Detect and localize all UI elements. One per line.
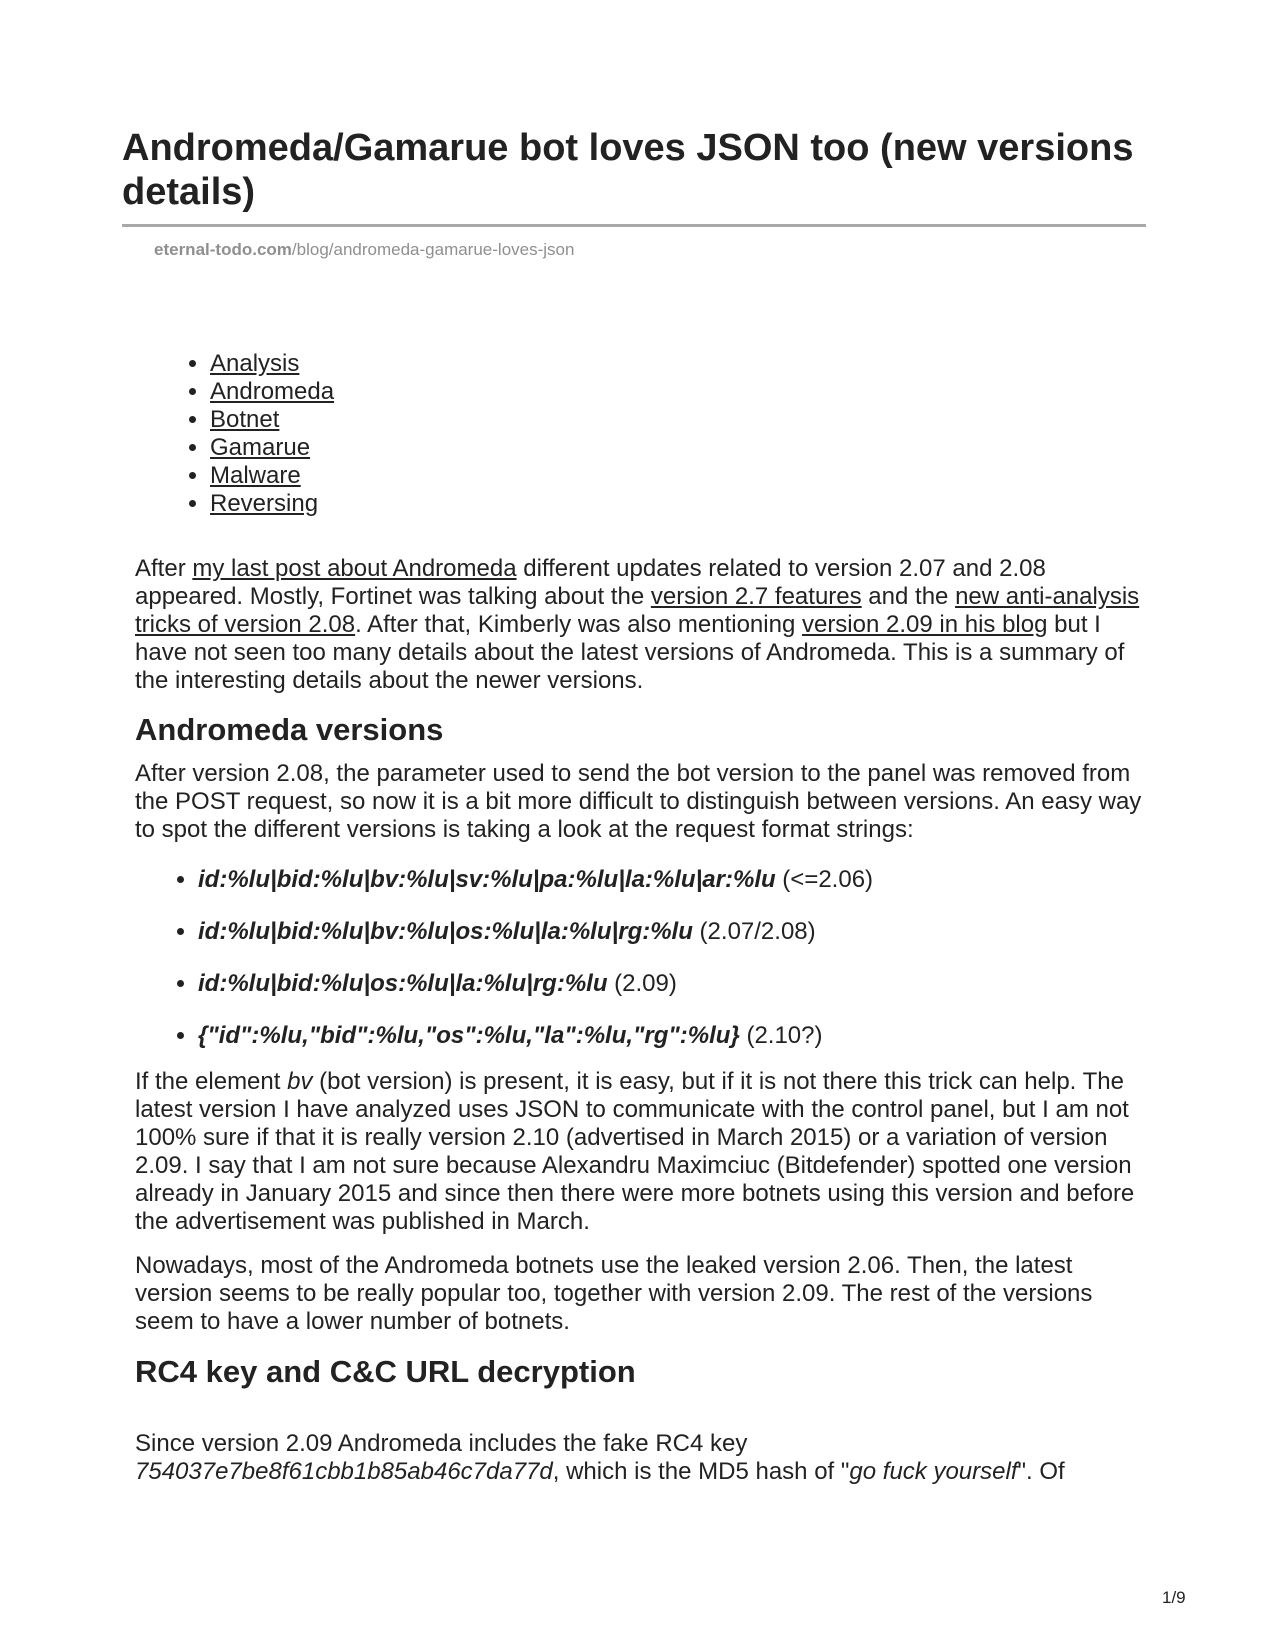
intro-text: After [135, 555, 193, 582]
tag-item [210, 462, 334, 490]
page-title: Andromeda/Gamarue bot loves JSON too (new versions details) [122, 127, 1134, 213]
tag-link-reversing[interactable]: Reversing [210, 490, 319, 517]
nowadays-text: Nowadays, most of the Andromeda botnets use the leaked version 2.06. Then, the latest version seems to be really popular too, together with version 2.09. The rest of the versions seem to have a lower number of botnets. [135, 1252, 1093, 1335]
intro-text: and the [861, 583, 956, 610]
intro-text: different updates related to version 2.07 and 2.08 appeared. Mostly, Fortinet was talking about the [135, 555, 1046, 610]
tag-link-analysis[interactable]: Analysis [210, 350, 300, 377]
tag-item [210, 434, 334, 462]
source-path: /blog/andromeda-gamarue-loves-json [291, 240, 575, 259]
section-heading-versions: Andromeda versions [135, 712, 444, 747]
format-item [198, 866, 873, 894]
format-version: (2.10?) [739, 1022, 823, 1049]
rc4-text: ". Of [1017, 1458, 1065, 1485]
format-string-list [170, 866, 873, 1074]
rc4-emphasis: go fuck yourself [849, 1458, 1018, 1485]
versions-paragraph [135, 760, 1145, 844]
tag-item [210, 350, 334, 378]
versions-text: After version 2.08, the parameter used to send the bot version to the panel was removed from the POST request, so now it is a bit more difficult to distinguish between versions. An easy way to spot the different versions is taking a look at the request format strings: [135, 760, 1142, 843]
rc4-paragraph [135, 1430, 1145, 1486]
link-last-post[interactable]: my last post about Andromeda [192, 555, 517, 582]
bv-paragraph [135, 1068, 1145, 1236]
format-version: (<=2.06) [775, 866, 874, 893]
section-heading-rc4: RC4 key and C&C URL decryption [135, 1354, 636, 1389]
title-divider [122, 224, 1146, 227]
tag-link-andromeda[interactable]: Andromeda [210, 378, 335, 405]
format-version: (2.07/2.08) [692, 918, 816, 945]
source-domain: eternal-todo.com [154, 240, 292, 259]
tag-item [210, 378, 334, 406]
rc4-key: 754037e7be8f61cbb1b85ab46c7da77d [135, 1458, 553, 1485]
rc4-text: , which is the MD5 hash of " [552, 1458, 850, 1485]
source-url[interactable] [154, 240, 574, 260]
link-version-209-blog[interactable]: version 2.09 in his blog [801, 611, 1048, 638]
intro-text: but I have not seen too many details about the latest versions of Andromeda. This is a summary of the interesting details about the newer versions. [135, 611, 1125, 694]
rc4-text: Since version 2.09 Andromeda includes the fake RC4 key [135, 1430, 748, 1457]
format-version: (2.09) [607, 970, 677, 997]
tag-link-malware[interactable]: Malware [210, 462, 301, 489]
format-string: id:%lu|bid:%lu|os:%lu|la:%lu|rg:%lu [198, 970, 608, 997]
intro-text: . After that, Kimberly was also mentioning [355, 611, 802, 638]
tag-item [210, 406, 334, 434]
format-item [198, 970, 873, 998]
link-version-27-features[interactable]: version 2.7 features [650, 583, 862, 610]
format-item [198, 918, 873, 946]
tag-item [210, 490, 334, 518]
format-item [198, 1022, 873, 1050]
tag-list [184, 350, 334, 518]
tag-link-botnet[interactable]: Botnet [210, 406, 280, 433]
link-anti-analysis[interactable]: new anti-analysis tricks of version 2.08 [135, 583, 1140, 638]
tag-link-gamarue[interactable]: Gamarue [210, 434, 311, 461]
nowadays-paragraph [135, 1252, 1145, 1336]
bv-text: If the element [135, 1068, 288, 1095]
format-string: id:%lu|bid:%lu|bv:%lu|os:%lu|la:%lu|rg:%lu [198, 918, 693, 945]
bv-emphasis: bv [287, 1068, 313, 1095]
page-number: 1/9 [1162, 1588, 1186, 1607]
intro-paragraph [135, 555, 1145, 695]
format-string: id:%lu|bid:%lu|bv:%lu|sv:%lu|pa:%lu|la:%lu|ar:%lu [198, 866, 776, 893]
format-string: {"id":%lu,"bid":%lu,"os":%lu,"la":%lu,"rg":%lu} [198, 1022, 740, 1049]
bv-text: (bot version) is present, it is easy, but if it is not there this trick can help. The latest version I have analyzed uses JSON to communicate with the control panel, but I am not 100% sure if that it is really version 2.10 (advertised in March 2015) or a variation of version 2.09. I say that I am not sure because Alexandru Maximciuc (Bitdefender) spotted one version already in January 2015 and since then there were more botnets using this version and before the advertisement was published in March. [135, 1068, 1135, 1235]
